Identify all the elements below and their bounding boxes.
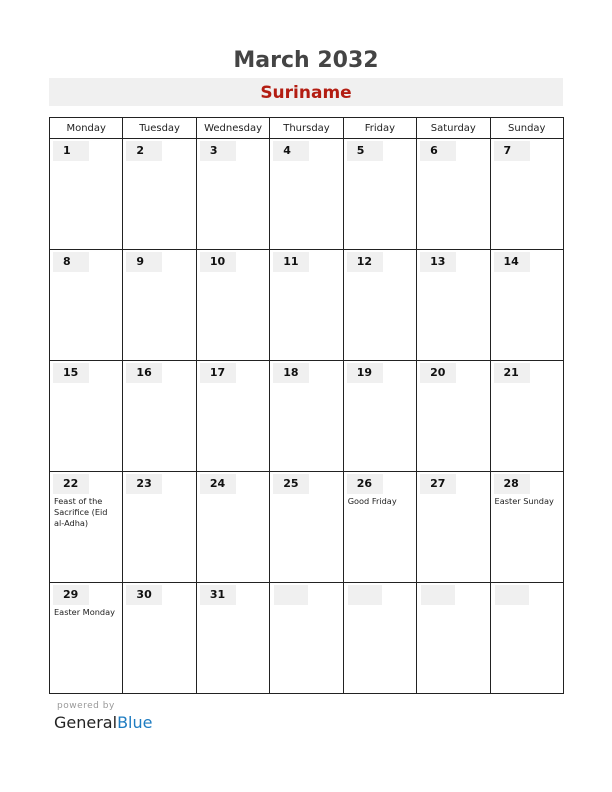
day-number: 10 xyxy=(200,252,236,272)
day-cell xyxy=(270,139,343,250)
weekday-header: Saturday xyxy=(417,118,490,139)
day-number: 19 xyxy=(347,363,383,383)
day-number: 16 xyxy=(126,363,162,383)
day-number: 12 xyxy=(347,252,383,272)
day-cell xyxy=(50,361,123,472)
day-cell xyxy=(490,250,563,361)
day-number: 2 xyxy=(126,141,162,161)
day-cell xyxy=(417,583,490,694)
day-cell xyxy=(123,583,196,694)
day-cell xyxy=(270,250,343,361)
day-cell xyxy=(417,472,490,583)
calendar-grid xyxy=(49,117,564,694)
day-cell xyxy=(196,583,269,694)
day-cell xyxy=(490,583,563,694)
day-cell xyxy=(270,361,343,472)
calendar-title: March 2032 xyxy=(233,48,379,73)
country-heading: Suriname xyxy=(49,78,563,106)
brand-blue: Blue xyxy=(117,713,153,732)
holiday-label: Easter Monday xyxy=(54,607,115,617)
day-number: 8 xyxy=(53,252,89,272)
weekday-header: Friday xyxy=(343,118,416,139)
day-cell xyxy=(490,472,563,583)
holiday-label: Good Friday xyxy=(347,496,397,506)
day-number: 29 xyxy=(53,585,89,605)
holiday-label: Feast of the Sacrifice (Eid al-Adha) xyxy=(54,496,108,528)
day-cell xyxy=(343,583,416,694)
brand-general: General xyxy=(54,713,118,732)
day-number: 26 xyxy=(347,474,383,494)
day-number xyxy=(274,585,308,605)
day-number: 24 xyxy=(200,474,236,494)
day-number: 22 xyxy=(53,474,89,494)
day-number: 27 xyxy=(420,474,456,494)
day-number: 1 xyxy=(53,141,89,161)
day-cell xyxy=(50,472,123,583)
day-number: 18 xyxy=(273,363,309,383)
day-cell xyxy=(417,139,490,250)
day-number: 28 xyxy=(494,474,530,494)
generalblue-logo[interactable] xyxy=(54,713,152,732)
powered-by-text: powered by xyxy=(57,701,115,711)
day-number xyxy=(421,585,455,605)
day-cell xyxy=(417,361,490,472)
day-number: 4 xyxy=(273,141,309,161)
weekday-header: Sunday xyxy=(490,118,563,139)
day-cell xyxy=(123,472,196,583)
day-cell xyxy=(196,361,269,472)
week-row xyxy=(50,250,564,361)
day-number xyxy=(495,585,529,605)
day-number: 14 xyxy=(494,252,530,272)
holiday-label: Easter Sunday xyxy=(494,496,554,506)
day-number: 5 xyxy=(347,141,383,161)
day-number: 23 xyxy=(126,474,162,494)
day-cell xyxy=(50,139,123,250)
day-cell xyxy=(490,139,563,250)
week-row xyxy=(50,472,564,583)
day-cell xyxy=(343,361,416,472)
day-cell xyxy=(417,250,490,361)
day-cell xyxy=(123,139,196,250)
day-cell xyxy=(490,361,563,472)
day-number: 9 xyxy=(126,252,162,272)
weekday-header: Wednesday xyxy=(196,118,269,139)
day-number: 17 xyxy=(200,363,236,383)
day-cell xyxy=(343,250,416,361)
week-row xyxy=(50,139,564,250)
day-cell xyxy=(196,472,269,583)
day-cell xyxy=(343,472,416,583)
day-number xyxy=(348,585,382,605)
day-number: 7 xyxy=(494,141,530,161)
day-number: 13 xyxy=(420,252,456,272)
day-cell xyxy=(50,583,123,694)
day-cell xyxy=(270,583,343,694)
day-cell xyxy=(123,250,196,361)
week-row xyxy=(50,583,564,694)
day-number: 25 xyxy=(273,474,309,494)
day-cell xyxy=(196,139,269,250)
day-cell xyxy=(270,472,343,583)
day-cell xyxy=(343,139,416,250)
weekday-header: Tuesday xyxy=(123,118,196,139)
day-number: 20 xyxy=(420,363,456,383)
day-number: 3 xyxy=(200,141,236,161)
day-cell xyxy=(196,250,269,361)
week-row xyxy=(50,361,564,472)
day-number: 30 xyxy=(126,585,162,605)
day-number: 31 xyxy=(200,585,236,605)
weekday-header-row xyxy=(50,118,564,139)
day-number: 15 xyxy=(53,363,89,383)
day-number: 21 xyxy=(494,363,530,383)
day-cell xyxy=(50,250,123,361)
weekday-header: Monday xyxy=(50,118,123,139)
day-number: 6 xyxy=(420,141,456,161)
day-number: 11 xyxy=(273,252,309,272)
weekday-header: Thursday xyxy=(270,118,343,139)
day-cell xyxy=(123,361,196,472)
